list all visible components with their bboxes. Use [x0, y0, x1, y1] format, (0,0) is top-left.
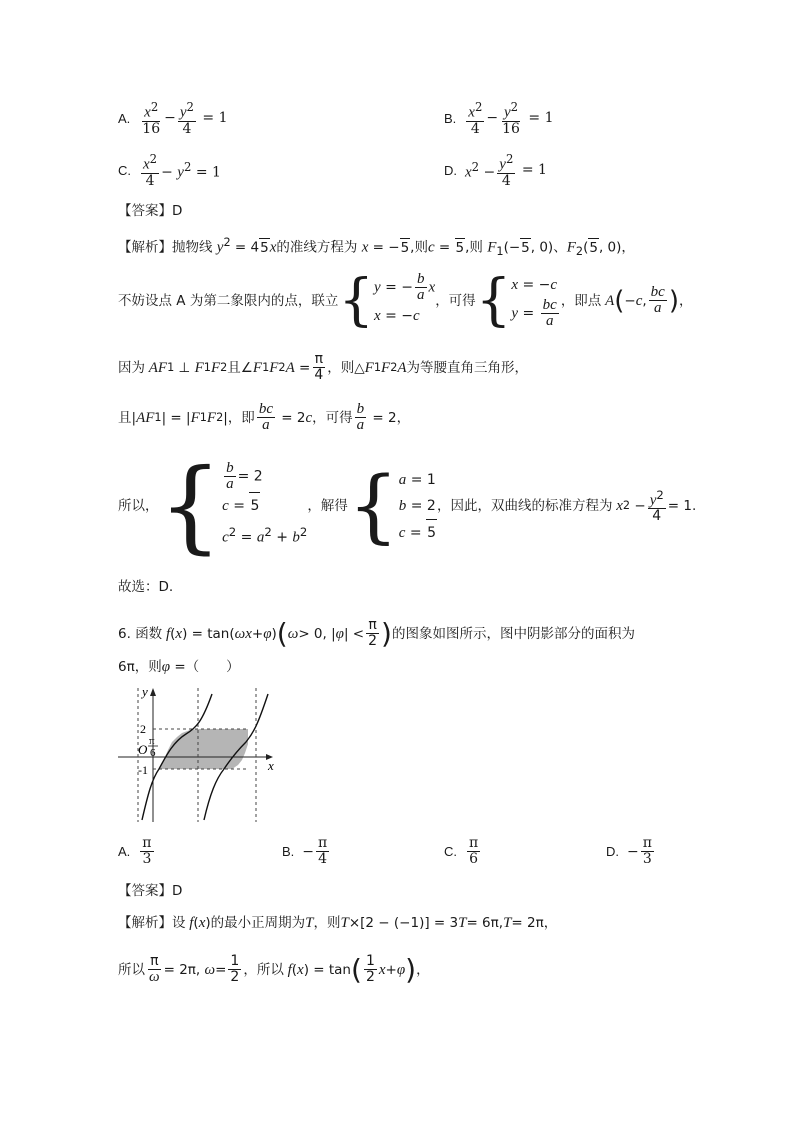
answer-q6: 【答案】D [118, 883, 183, 899]
analysis-prefix: 【解析】 [118, 239, 172, 256]
option-label: A. [118, 110, 131, 126]
text: ， [416, 961, 430, 978]
option-d-q5: D. $x^2$ − $\frac{y^2}{4}$ = 1 [444, 152, 547, 189]
y-axis-label: y [142, 684, 148, 699]
analysis-q5-line3: 因为 AF 1 ⊥ F 1 F 2 且 ∠ F 1 F 2 A = $\frac{\pi}{4}$ ，则 △ F 1 F 2 A 为等腰直角三角形， [118, 351, 529, 383]
text: 设 [172, 915, 186, 931]
question-6-line2: 6π，则φ =（ ） [118, 659, 240, 675]
question-number: 6. [118, 625, 131, 642]
option-num: π [142, 835, 152, 851]
option-sign: − [302, 843, 315, 860]
text: ，可得 [435, 292, 476, 309]
analysis-q5-line2: 不妨设点 A 为第二象限内的点，联立 { y = − $\frac{b}{a}$ x x = −c ，可得 { x = −c y = $\frac{bc}{a}$ ，即点 A ( − c , $\frac{bc}{a}$ ) ， [118, 267, 693, 333]
analysis-q6-line1: 【解析】 设 f ( x ) 的最小正周期为 T ，则 T ×[2 − (−1)] = 3 T = 6π, T = 2π， [118, 915, 558, 931]
option-d-q6 [606, 836, 656, 867]
option-c-q5: C. $\frac{x^2}{4}$ − $y^2 = 1$ [118, 152, 221, 189]
text: 的图象如图所示，图中阴影部分的面积为 [391, 625, 635, 642]
text: 且 [118, 409, 132, 426]
option-label: C. [118, 162, 131, 178]
y-axis-arrow [150, 688, 156, 696]
text: ,则 [465, 239, 483, 256]
text: 的准线方程为 [276, 239, 358, 256]
analysis-q5-line1: 【解析】抛物线 $y^2 = 45x$的准线方程为 x = −5,则c = 5,则 $F_1(-5$, 0)、$F_2(5$, 0)， [118, 236, 635, 259]
text: 所以 [118, 961, 145, 978]
answer-q5: 【答案】D [118, 203, 183, 219]
text: 且 [227, 359, 241, 376]
tick-label-pi-den: 6 [150, 747, 156, 759]
origin-label: O [138, 742, 148, 757]
option-den: 3 [142, 851, 152, 867]
text: 因为 [118, 359, 145, 376]
x-axis-label: x [268, 758, 274, 773]
option-label: B. [444, 110, 457, 126]
option-label: A. [118, 844, 131, 859]
text: ，可得 [312, 409, 353, 426]
tick-label-neg1: -1 [138, 763, 148, 777]
option-num: π [318, 835, 328, 851]
text: 为等腰直角三角形， [406, 359, 529, 376]
option-num: π [642, 835, 652, 851]
tick-label-pi-num: π [149, 735, 155, 747]
option-num: π [469, 835, 479, 851]
analysis-q5-line5: 所以， { $\frac{b}{a}$ = 2 c = 5 $c^2 = a^2 + b^2$ ，解得 { a = 1 b = 2 c = 5 ，因此，双曲线的标准方程为 x 2 − $\frac{y^2}{4}$ = 1. [118, 447, 697, 564]
option-a-q6 [118, 836, 156, 867]
text: 抛物线 [172, 239, 213, 256]
option-a-q5: A. $\frac{x^2}{16}$ − $\frac{y^2}{4}$ = 1 [118, 100, 228, 137]
text: 所以， [118, 498, 159, 514]
analysis-q5-line4: 且 | AF 1 | = | F 1 F 2 | ，即 $\frac{bc}{a}$ = 2 c ，可得 $\frac{b}{a}$ = 2， [118, 401, 411, 433]
shaded-region [159, 729, 248, 769]
text: ，解得 [307, 498, 348, 514]
text: ，所以 [243, 961, 284, 978]
text: （ ） [185, 659, 240, 675]
option-label: D. [444, 162, 457, 178]
text: 、 [553, 239, 567, 256]
option-label: B. [282, 844, 295, 859]
text: 6π，则 [118, 659, 162, 675]
option-label: D. [606, 844, 619, 859]
conclusion-q5: 故选：D. [118, 579, 174, 595]
text: ，则 [313, 915, 341, 931]
option-sign: − [627, 843, 639, 860]
analysis-q6-line2: 所以 $\frac{\pi}{\omega}$ = 2π, ω = $\frac{1}{2}$ ，所以 f ( x ) = tan ( $\frac{1}{2}$ x + φ ) ， [118, 952, 430, 986]
option-den: 6 [469, 851, 479, 867]
text: ,则 [410, 239, 428, 256]
option-c-q6 [444, 836, 482, 867]
text: ，即 [227, 409, 255, 426]
option-b-q6 [282, 836, 331, 867]
analysis-prefix: 【解析】 [118, 915, 172, 931]
option-den: 3 [642, 851, 652, 867]
text: ，则 [327, 359, 355, 376]
option-label: C. [444, 844, 457, 859]
question-6-line1: 6. 函数 f ( x ) = tan( ωx + φ ) ( ω > 0, | φ | < $\frac{\pi}{2}$ ) 的图象如图所示，图中阴影部分的面积为 [118, 616, 635, 650]
text: ，即点 [560, 292, 602, 309]
tick-label-2: 2 [140, 722, 146, 736]
text: ，因此，双曲线的标准方程为 [436, 498, 613, 514]
option-den: 4 [318, 851, 328, 867]
text: 不妨设点 A 为第二象限内的点，联立 [118, 292, 339, 309]
option-b-q5: B. $\frac{x^2}{4}$ − $\frac{y^2}{16}$ = 1 [444, 100, 554, 137]
text: 函数 [135, 625, 163, 642]
tangent-graph [118, 684, 288, 824]
text: 的最小正周期为 [210, 915, 306, 931]
